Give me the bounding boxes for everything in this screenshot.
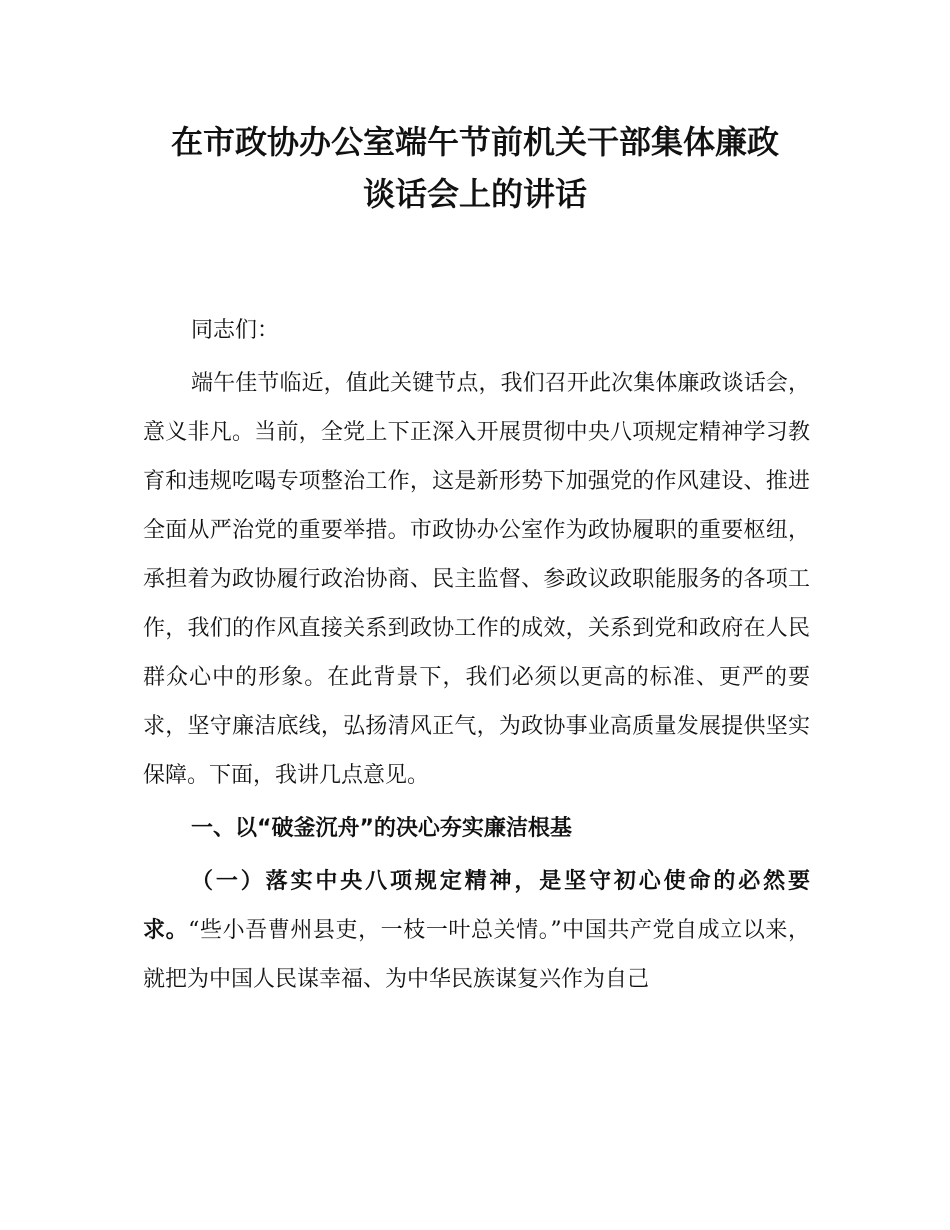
section-heading-1: 一、以“破釜沉舟”的决心夯实廉洁根基 [191, 816, 572, 841]
document-title [100, 116, 850, 220]
title-line-2: 谈话会上的讲话 [362, 175, 587, 213]
title-line-1: 在市政协办公室端午节前机关干部集体廉政 [170, 123, 779, 161]
subsection-paragraph-1 [143, 857, 810, 1004]
intro-paragraph: 端午佳节临近，值此关键节点，我们召开此次集体廉政谈话会，意义非凡。当前，全党上下正深入开展贯彻中央八项规定精神学习教育和违规吃喝专项整治工作，这是新形势下加强党的作风建设、推进全面从严治党的重要举措。市政协办公室作为政协履职的重要枢纽，承担着为政协履行政治协商、民主监督、参政议政职能服务的各项工作，我们的作风直接关系到政协工作的成效，关系到党和政府在人民群众心中的形象。在此背景下，我们必须以更高的标准、更严的要求，坚守廉洁底线，弘扬清风正气，为政协事业高质量发展提供坚实保障。下面，我讲几点意见。 [143, 371, 810, 788]
subsection-text-1: “些小吾曹州县吏，一枝一叶总关情。”中国共产党自成立以来，就把为中国人民谋幸福、为中华民族谋复兴作为自己 [143, 918, 810, 992]
subsection-lead-1: （一）落实中央八项规定精神，是坚守初心使命的必然要求。 [143, 868, 810, 943]
document-body [143, 306, 810, 1004]
salutation: 同志们： [191, 318, 280, 343]
